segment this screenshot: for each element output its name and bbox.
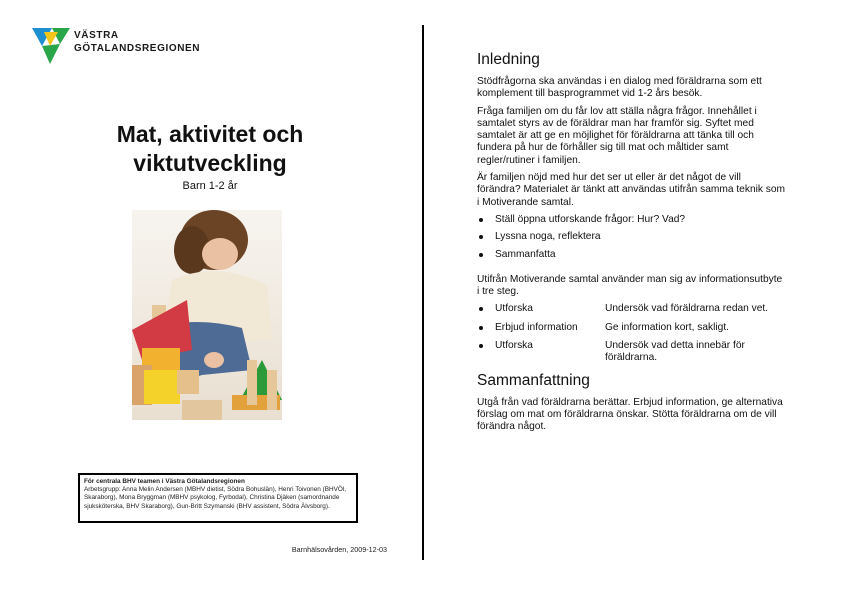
credits-heading: För centrala BHV teamen i Västra Götalandsregionen	[84, 478, 245, 485]
child-with-blocks-photo	[132, 210, 282, 420]
intro-bullet-list	[477, 214, 787, 261]
step-value: Undersök vad föräldrarna redan vet.	[605, 303, 769, 315]
step-value: Ge information kort, sakligt.	[605, 321, 729, 333]
step-list	[477, 303, 787, 364]
summary-paragraph: Utgå från vad föräldrarna berättar. Erbjud information, ge alternativa förslag om mat om föräldrarna önskar. Stötta föräldrarna om de vill förändra något.	[477, 396, 783, 433]
footer-date: Barnhälsovården, 2009-12-03	[291, 545, 387, 554]
bullet-item: Ställ öppna utforskande frågor: Hur? Vad?	[477, 214, 787, 226]
intro-paragraph-3: Är familjen nöjd med hur det ser ut eller är det något de vill förändra? Materialet är tänkt att användas utifrån samma teknik som i Motiverande samtal.	[477, 172, 786, 208]
intro-heading: Inledning	[477, 51, 540, 68]
bullet-item: Sammanfatta	[477, 249, 787, 261]
logo-text-line1: VÄSTRA	[74, 30, 119, 41]
logo-text-line2: GÖTALANDSREGIONEN	[74, 43, 201, 54]
intro-paragraph-4: Utifrån Motiverande samtal använder man sig av informationsutbyte i tre steg.	[477, 273, 783, 298]
credits-body: Arbetsgrupp: Anna Melin Andersen (MBHV dietist, Södra Bohuslän), Henri Toivonen (BHVÖl, Skaraborg), Mona Bryggman (MBHV psykolog, Fyrbodal), Christina Djäken (samordnande sjuksköterska, BHV Skaraborg), Gun-Britt Szymanski (BHV assistent, Södra Älvsborg).	[84, 486, 347, 510]
intro-paragraph-1: Stödfrågorna ska användas i en dialog med föräldrarna som ett komplement till basprogrammet vid 1-2 års besök.	[477, 76, 762, 100]
bullet-item: Lyssna noga, reflektera	[477, 231, 787, 243]
intro-paragraph-2: Fråga familjen om du får lov att ställa några frågor. Innehållet i samtalet styrs av de föräldrar man har framför sig. Syftet med samtalet är att ge en möjlighet för föräldrarna att tänka till och fundera på hur de förhåller sig till mat och måltider samt regler/rutiner i familjen.	[477, 105, 757, 166]
vgr-logo-icon	[30, 24, 74, 68]
cover-subtitle: Barn 1-2 år	[182, 180, 238, 192]
step-key: Utforska	[495, 340, 533, 352]
step-value: Undersök vad detta innebär för föräldrarna.	[605, 340, 745, 364]
step-key: Erbjud information	[495, 321, 578, 333]
credits-box	[78, 473, 358, 523]
cover-title: Mat, aktivitet och viktutveckling	[116, 121, 304, 176]
step-item	[477, 303, 787, 315]
summary-heading: Sammanfattning	[477, 371, 590, 389]
step-item	[477, 322, 787, 334]
step-key: Utforska	[495, 303, 533, 315]
right-page	[477, 50, 787, 439]
page-divider	[422, 25, 424, 560]
vgr-logo	[30, 24, 230, 68]
step-item	[477, 340, 787, 365]
